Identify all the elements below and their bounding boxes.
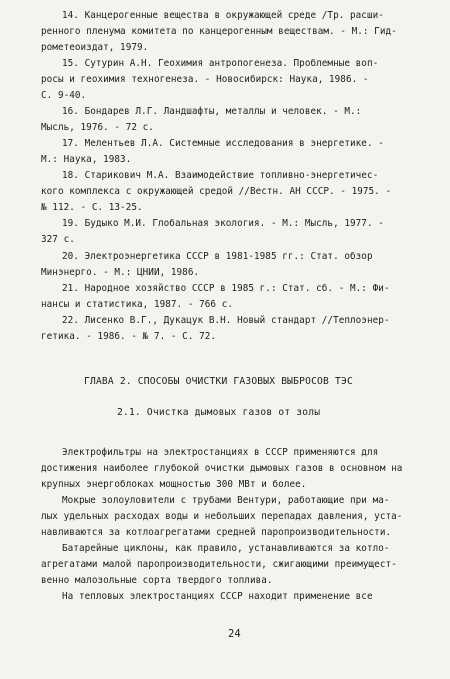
paragraph-3-line-1: Батарейные циклоны, как правило, устанавливаются за котло- bbox=[62, 543, 390, 554]
reference-20-line-2: Минэнерго. - М.: ЦНИИ, 1986. bbox=[41, 267, 200, 278]
reference-17-line-1: 17. Мелентьев Л.А. Системные исследования в энергетике. - bbox=[62, 138, 384, 149]
paragraph-2-line-1: Мокрые золоуловители с трубами Вентури, работающие при ма- bbox=[62, 495, 390, 506]
paragraph-2-line-2: лых удельных расходах воды и небольших перепадах давления, уста- bbox=[41, 511, 403, 522]
reference-19-line-1: 19. Будыко М.И. Глобальная экология. - М.: Мысль, 1977. - bbox=[62, 218, 384, 229]
reference-19-line-2: 327 с. bbox=[41, 234, 75, 245]
reference-18-line-2: кого комплекса с окружающей средой //Вестн. АН СССР. - 1975. - bbox=[41, 186, 392, 197]
paragraph-3-line-3: венно малозольные сорта твердого топлива. bbox=[41, 575, 273, 586]
reference-22-line-2: гетика. - 1986. - № 7. - С. 72. bbox=[41, 331, 217, 342]
reference-20-line-1: 20. Электроэнергетика СССР в 1981-1985 гг.: Стат. обзор bbox=[62, 251, 373, 262]
paragraph-1-line-3: крупных энергоблоках мощностью 300 МВт и более. bbox=[41, 479, 307, 490]
reference-17-line-2: М.: Наука, 1983. bbox=[41, 154, 132, 165]
reference-14-line-1: 14. Канцерогенные вещества в окружающей среде /Тр. расши- bbox=[62, 10, 384, 21]
reference-14-line-3: рометеоиздат, 1979. bbox=[41, 42, 149, 53]
reference-16-line-2: Мысль, 1976. - 72 с. bbox=[41, 122, 154, 133]
reference-14-line-2: ренного пленума комитета по канцерогенным веществам. - М.: Гид- bbox=[41, 26, 397, 37]
reference-21-line-2: нансы и статистика, 1987. - 766 с. bbox=[41, 299, 234, 310]
reference-22-line-1: 22. Лисенко В.Г., Дукацук В.Н. Новый стандарт //Теплоэнер- bbox=[62, 315, 390, 326]
reference-21-line-1: 21. Народное хозяйство СССР в 1985 г.: Стат. сб. - М.: Фи- bbox=[62, 283, 390, 294]
reference-18-line-1: 18. Старикович М.А. Взаимодействие топливно-энергетичес- bbox=[62, 170, 379, 181]
reference-16-line-1: 16. Бондарев Л.Г. Ландшафты, металлы и человек. - М.: bbox=[62, 106, 362, 117]
paragraph-1-line-1: Электрофильтры на электростанциях в СССР применяются для bbox=[62, 447, 379, 458]
reference-15-line-3: С. 9-40. bbox=[41, 90, 87, 101]
page-number: 24 bbox=[228, 628, 241, 640]
paragraph-4-line-1: На тепловых электростанциях СССР находит применение все bbox=[62, 591, 373, 602]
reference-18-line-3: № 112. - С. 13-25. bbox=[41, 202, 143, 213]
paragraph-2-line-3: навливаются за котлоагрегатами средней паропроизводительности. bbox=[41, 527, 392, 538]
reference-15-line-2: росы и геохимия техногенеза. - Новосибирск: Наука, 1986. - bbox=[41, 74, 369, 85]
paragraph-3-line-2: агрегатами малой паропроизводительности, сжигающими преимущест- bbox=[41, 559, 397, 570]
chapter-heading: ГЛАВА 2. СПОСОБЫ ОЧИСТКИ ГАЗОВЫХ ВЫБРОСОВ ТЭС bbox=[84, 376, 353, 387]
reference-15-line-1: 15. Сутурин А.Н. Геохимия антропогенеза. Проблемные воп- bbox=[62, 58, 379, 69]
paragraph-1-line-2: достижения наиболее глубокой очистки дымовых газов в основном на bbox=[41, 463, 403, 474]
section-heading: 2.1. Очистка дымовых газов от золы bbox=[117, 407, 321, 418]
